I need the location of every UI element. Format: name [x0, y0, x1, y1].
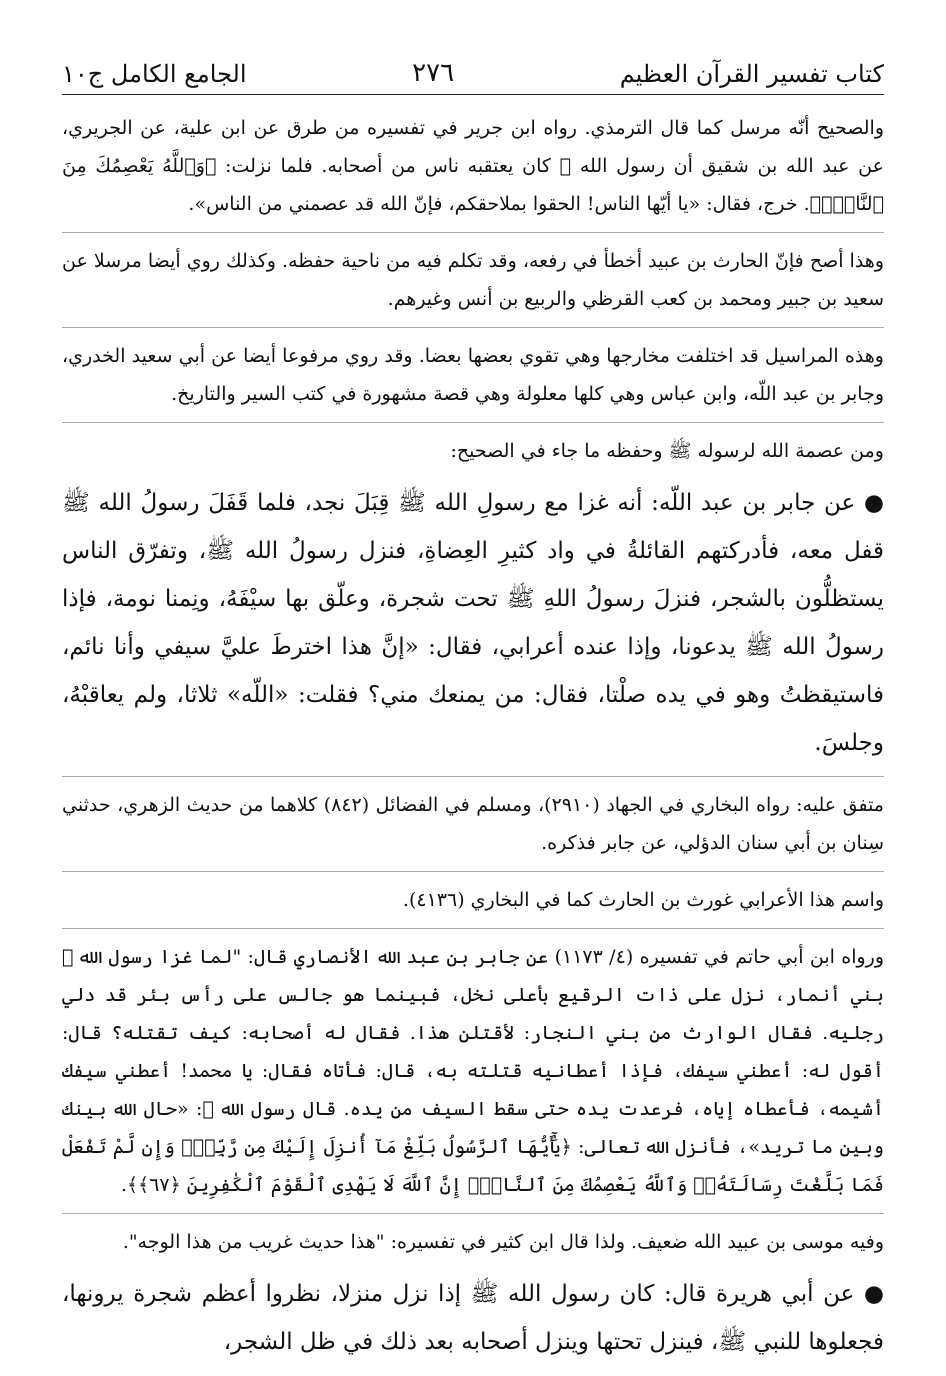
paragraph-1: والصحيح أنّه مرسل كما قال الترمذي. رواه ابن جرير في تفسيره من طرق عن ابن علية، عن الجريري، عن عبد الله بن شقيق أن رسول الله ﷺ كان يعتقبه ناس من أصحابه. فلما نزلت: ﴿وَٱللَّهُ يَعْصِمُكَ مِنَ ٱلنَّاسِۗ﴾. خرج، فقال: «يا أيّها الناس! الحقوا بملاحقكم، فإنّ الله قد عصمني من الناس». — [62, 117, 884, 215]
page-header — [62, 58, 884, 95]
paragraph-grading: وفيه موسى بن عبيد الله ضعيف. ولذا قال ابن كثير في تفسيره: "هذا حديث غريب من هذا الوجه". — [122, 1231, 884, 1253]
divider — [62, 327, 884, 328]
paragraph-takhrij: متفق عليه: رواه البخاري في الجهاد (٢٩١٠)، ومسلم في الفضائل (٨٤٢) كلاهما من حديث الزهري، حدثني سِنان بن أبي سنان الدؤلي، عن جابر فذكره. — [62, 794, 884, 854]
paragraph-bedouin-name: واسم هذا الأعرابي غورث بن الحارث كما في البخاري (٤١٣٦). — [402, 889, 884, 911]
hadith-jabir: ● عن جابر بن عبد اللّه: أنه غزا مع رسولِ الله ﷺ قِبَلَ نجد، فلما قَفَلَ رسولُ الله ﷺ قفل معه، فأدركتهم القائلةُ في واد كثيرِ العِضاةِ، فنزل رسولُ الله ﷺ، وتفرّق الناس يستظلُّون بالشجر، فنزلَ رسولُ اللهِ ﷺ تحت شجرة، وعلّق بها سيْفَهُ، ونِمنا نومة، فإذا رسولُ الله ﷺ يدعونا، وإذا عنده أعرابي، فقال: «إنَّ هذا اخترطَ عليَّ سيفي وأنا نائم، فاستيقظتُ وهو في يده صلْتا، فقال: من يمنعك مني؟ فقلت: «اللّه» ثلاثا، ولم يعاقبْهُ، وجلسَ. — [62, 490, 884, 756]
divider — [62, 871, 884, 872]
divider — [62, 232, 884, 233]
divider — [62, 776, 884, 777]
divider — [62, 928, 884, 929]
volume-title: الجامع الكامل ج١٠ — [62, 60, 247, 88]
paragraph-2: وهذا أصح فإنّ الحارث بن عبيد أخطأ في رفعه، وقد تكلم فيه من ناحية حفظه. وكذلك روي أيضا مرسلا عن سعيد بن جبير ومحمد بن كعب القرظي والربيع بن أنس وغيرهم. — [62, 250, 884, 310]
paragraph-4: ومن عصمة الله لرسوله ﷺ وحفظه ما جاء في الصحيح: — [450, 440, 884, 462]
hadith-abu-hurayra: ● عن أبي هريرة قال: كان رسول الله ﷺ إذا نزل منزلا، نظروا أعظم شجرة يرونها، فجعلوها للنبي ﷺ، فينزل تحتها وينزل أصحابه بعد ذلك في ظل الشجر، — [62, 1281, 884, 1355]
divider — [62, 422, 884, 423]
divider — [62, 1213, 884, 1214]
book-title: كتاب تفسير القرآن العظيم — [619, 60, 884, 88]
page-number: ٢٧٦ — [412, 58, 455, 88]
paragraph-3: وهذه المراسيل قد اختلفت مخارجها وهي تقوي بعضها بعضا. وقد روي مرفوعا أيضا عن أبي سعيد الخدري، وجابر بن عبد اللّه، وابن عباس وهي كلها معلولة وهي قصة مشهورة في كتب السير والتاريخ. — [62, 345, 884, 405]
page-body — [62, 109, 884, 1366]
paragraph-ibn-abi-hatim: ورواه ابن أبي حاتم في تفسيره (٤/ ١١٧٣) عن جابر بن عبد الله الأنصاري قال: "لما غزا رسول الله ﷺ بني أنمار، نزل على ذات الرقيع بأعلى نخل، فبينما هو جالس على رأس بئر قد دلي رجليه. فقال الوارث من بني النجار: لأقتلن هذا. فقال له أصحابه: كيف تقتله؟ قال: أقول له: أعطني سيفك، فإذا أعطانيه قتلته به، قال: فأتاه فقال: يا محمد! أعطني سيفك أشيمه، فأعطاه إياه، فرعدت يده حتى سقط السيف من يده. قال رسول الله ﷺ: «حال الله بينك وبين ما تريد»، فأنزل الله تعالى: ﴿يَٰٓأَيُّهَا ٱلرَّسُولُ بَلِّغْ مَآ أُنزِلَ إِلَيْكَ مِن رَّبِّكَۖ وَإِن لَّمْ تَفْعَلْ فَمَا بَلَّغْتَ رِسَالَتَهُۥۚ وَٱللَّهُ يَعْصِمُكَ مِنَ ٱلنَّاسِۗ إِنَّ ٱللَّهَ لَا يَهْدِى ٱلْقَوْمَ ٱلْكَٰفِرِينَ ﴿٦٧﴾﴾. — [62, 946, 885, 1196]
